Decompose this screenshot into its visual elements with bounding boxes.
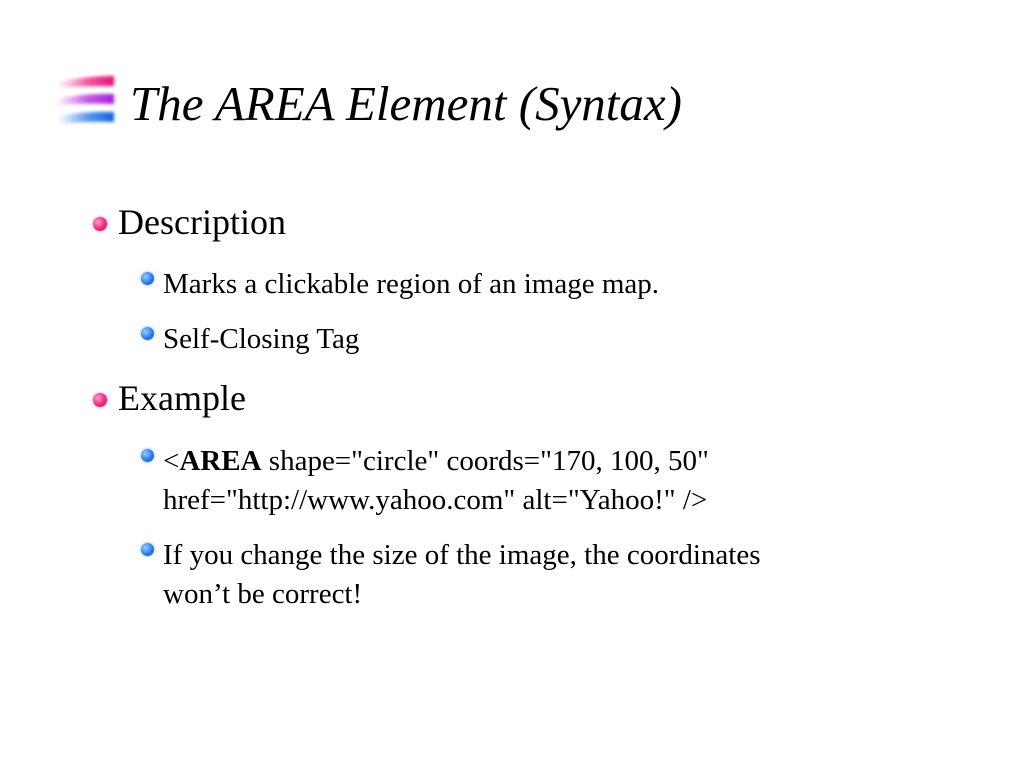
warning-line-2: won’t be correct! — [163, 578, 363, 610]
code-attributes: shape="circle" coords="170, 100, 50" — [261, 445, 709, 477]
sub-bullet-marks-region: Marks a clickable region of an image map. — [163, 268, 660, 300]
code-keyword-area: AREA — [179, 445, 262, 477]
pink-dot-icon — [93, 217, 107, 231]
blue-dot-icon — [141, 543, 154, 556]
code-open-bracket: < — [163, 445, 180, 477]
warning-line-1: If you change the size of the image, the coordinates — [163, 539, 761, 571]
bullet-example: Example — [118, 378, 246, 418]
blue-dot-icon — [141, 272, 154, 285]
bullet-description: Description — [118, 202, 286, 242]
blue-dot-icon — [141, 327, 154, 340]
sub-bullet-area-example — [163, 442, 923, 520]
blue-dot-icon — [141, 449, 154, 462]
slide-title: The AREA Element (Syntax) — [130, 76, 682, 131]
code-line-2: href="http://www.yahoo.com" alt="Yahoo!" /> — [163, 484, 708, 516]
pink-dot-icon — [93, 393, 107, 407]
title-stripes-icon — [54, 70, 120, 134]
code-line-1 — [163, 442, 923, 481]
sub-bullet-coordinates-warning — [163, 536, 923, 614]
sub-bullet-self-closing: Self-Closing Tag — [163, 323, 360, 355]
